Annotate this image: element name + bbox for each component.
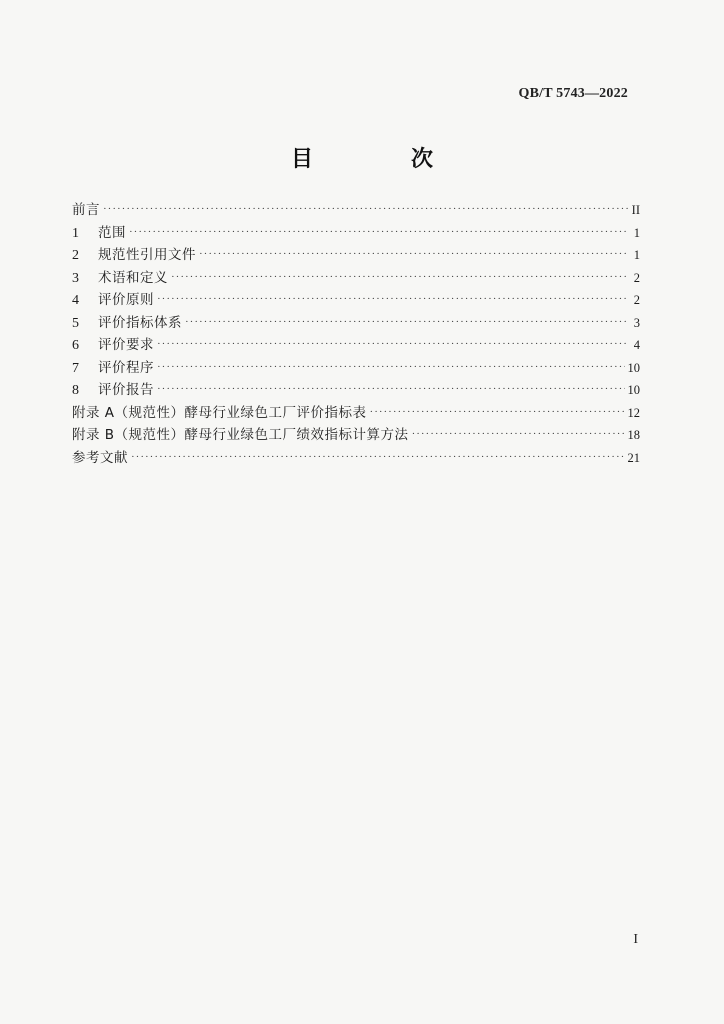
toc-entry-number: 6 [72, 338, 79, 353]
toc-entry-page: 1 [633, 248, 640, 262]
toc-entry-page: 18 [627, 428, 640, 442]
toc-leader-dots [185, 311, 629, 334]
toc-entry-text: 评价指标体系 [98, 314, 182, 331]
toc-entry-text: 术语和定义 [98, 269, 168, 286]
toc-entry-text: 评价报告 [98, 382, 154, 398]
toc-entry-number: 5 [72, 315, 79, 331]
toc-entry-page: II [631, 203, 640, 217]
toc-title: 目 次 [290, 147, 471, 172]
toc-entry-text: 附录 A（规范性）酵母行业绿色工厂评价指标表 [72, 404, 367, 421]
toc-entry-number: 2 [72, 248, 79, 263]
toc-entry-page: 3 [633, 315, 640, 330]
toc-entry-number: 7 [72, 360, 79, 376]
toc-entry-evaluation-principles[interactable] [72, 289, 640, 312]
toc-entry-text: 评价要求 [98, 337, 154, 353]
toc-entry-evaluation-procedure[interactable] [72, 357, 640, 380]
toc-leader-dots [157, 356, 625, 379]
toc-entry-evaluation-report[interactable] [72, 379, 640, 402]
toc-entry-text: 参考文献 [72, 449, 128, 466]
toc-leader-dots [129, 221, 629, 244]
toc-entry-text: 前言 [72, 202, 100, 218]
toc-entry-number: 8 [72, 383, 79, 398]
toc-leader-dots [199, 243, 629, 266]
toc-leader-dots [157, 333, 629, 356]
toc-leader-dots [370, 401, 625, 424]
toc-leader-dots [157, 288, 629, 311]
toc-entry-page: 10 [627, 360, 640, 375]
toc-entry-page: 12 [627, 405, 640, 420]
page-number: I [633, 932, 638, 947]
toc-entry-number: 1 [72, 225, 79, 241]
toc-entry-appendix-b[interactable] [72, 424, 640, 447]
toc-entry-text: 规范性引用文件 [98, 247, 196, 263]
toc-entry-page: 2 [633, 293, 640, 307]
toc-entry-indicator-system[interactable] [72, 312, 640, 335]
toc-entry-page: 1 [633, 225, 640, 240]
toc-entry-evaluation-requirements[interactable] [72, 334, 640, 357]
toc-entry-page: 2 [633, 270, 640, 285]
toc-entry-page: 21 [627, 450, 640, 465]
toc-entry-number: 3 [72, 270, 79, 286]
toc-entry-number: 4 [72, 293, 79, 308]
standard-code: QB/T 5743—2022 [518, 86, 628, 101]
toc-entry-page: 10 [627, 383, 640, 397]
toc-leader-dots [412, 423, 625, 446]
toc-leader-dots [157, 378, 625, 401]
toc-entry-text: 范围 [98, 224, 126, 241]
toc-entry-normative-references[interactable] [72, 244, 640, 267]
toc-entry-terms-definitions[interactable] [72, 267, 640, 290]
toc-entry-bibliography[interactable] [72, 447, 640, 470]
toc-entry-appendix-a[interactable] [72, 402, 640, 425]
toc-leader-dots [131, 446, 625, 469]
toc-entry-text: 评价原则 [98, 292, 154, 308]
toc-leader-dots [171, 266, 629, 289]
table-of-contents [72, 199, 640, 469]
toc-entry-foreword[interactable] [72, 199, 640, 222]
toc-entry-text: 评价程序 [98, 359, 154, 376]
toc-entry-text: 附录 B（规范性）酵母行业绿色工厂绩效指标计算方法 [72, 427, 409, 443]
toc-leader-dots [103, 198, 629, 221]
toc-entry-scope[interactable] [72, 222, 640, 245]
toc-entry-page: 4 [633, 338, 640, 352]
